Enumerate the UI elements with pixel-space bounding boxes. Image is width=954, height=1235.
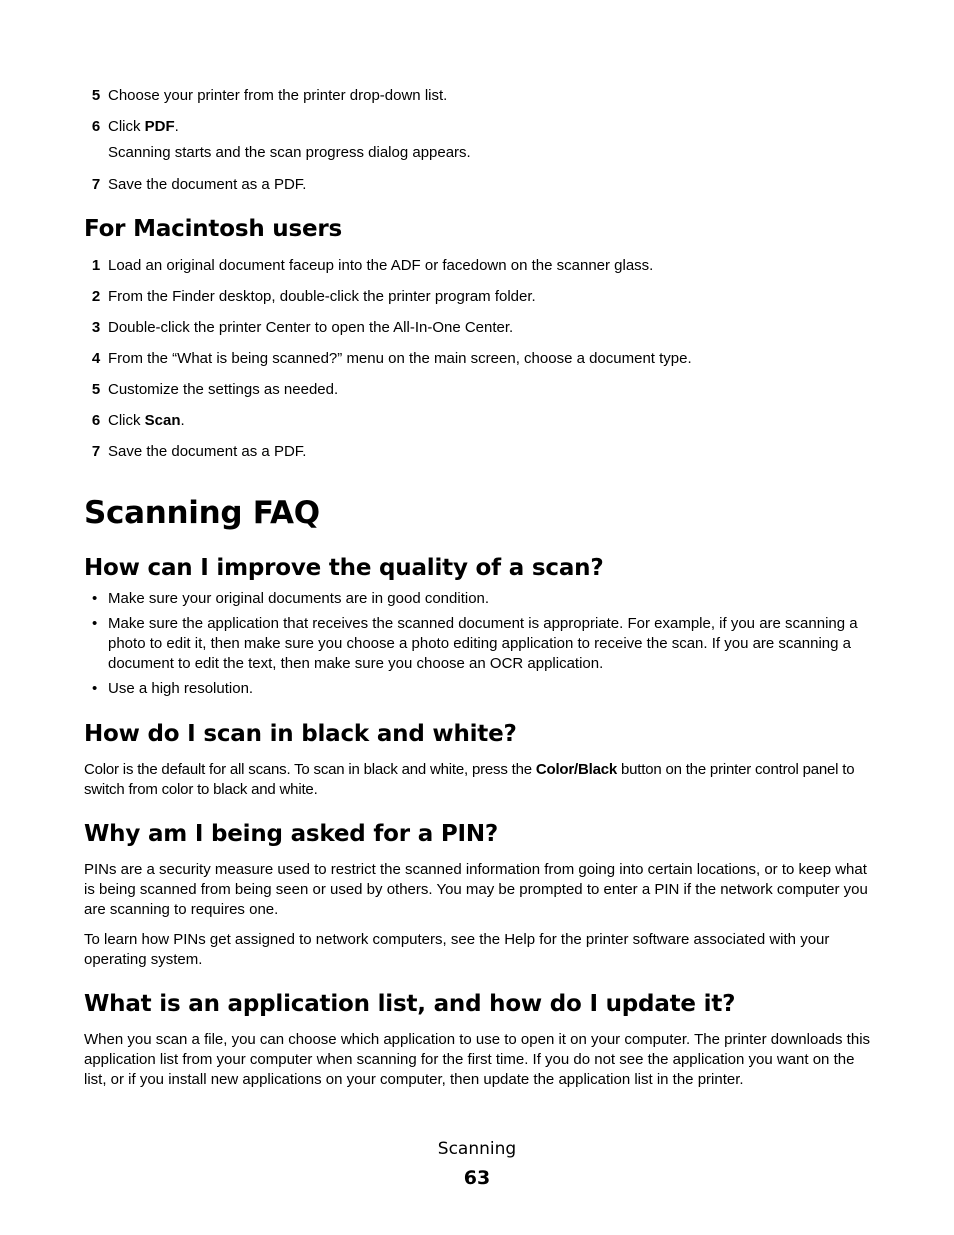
answer-text: Color is the default for all scans. To scan in black and white, press the [84, 761, 536, 778]
page-number: 63 [463, 1167, 491, 1189]
step-item [84, 442, 306, 462]
step-item [84, 86, 447, 106]
step-item [84, 256, 653, 276]
section-heading-mac: For Macintosh users [84, 216, 342, 242]
faq-heading-quality: How can I improve the quality of a scan? [84, 555, 604, 581]
faq-heading-pin: Why am I being asked for a PIN? [84, 821, 499, 847]
step-item [84, 287, 536, 307]
step-text-end: . [180, 412, 185, 429]
step-number: 5 [91, 381, 101, 398]
step-text: Choose your printer from the printer drop-down list. [108, 87, 448, 104]
step-item [84, 411, 185, 431]
step-text: Save the document as a PDF. [108, 443, 307, 460]
step-number: 5 [91, 87, 101, 104]
faq-answer-app-list: When you scan a file, you can choose which application to use to open it on your computer. The printer downloads this application list from your computer when scanning for the first time. If you do not see the application you want on the list, or if you install new applications on your computer, then update the application list in the printer. [84, 1031, 871, 1088]
step-text: Click [108, 412, 145, 429]
step-number: 7 [91, 443, 101, 460]
color-black-button-label: Color/Black [535, 761, 618, 778]
step-text: Click [108, 118, 145, 135]
step-number: 6 [91, 118, 101, 135]
step-number: 7 [91, 176, 101, 193]
step-note: Scanning starts and the scan progress dialog appears. [108, 144, 471, 161]
list-item [84, 614, 874, 674]
bullet-icon: • [92, 615, 98, 632]
step-text: Double-click the printer Center to open the All-In-One Center. [108, 319, 514, 336]
step-number: 4 [91, 350, 101, 367]
list-item [84, 589, 874, 609]
bullet-icon: • [92, 680, 98, 697]
answer-text-end: button on the printer control panel to switch from color to black and white. [84, 761, 855, 798]
step-bold-text: PDF [144, 118, 175, 135]
bullet-text: Use a high resolution. [108, 680, 254, 697]
step-number: 1 [91, 257, 101, 274]
step-number: 6 [91, 412, 101, 429]
bullet-icon: • [92, 590, 98, 607]
page-title: Scanning FAQ [84, 495, 320, 531]
step-item [84, 117, 179, 137]
step-item [84, 175, 306, 195]
step-text: Load an original document faceup into the ADF or facedown on the scanner glass. [108, 257, 654, 274]
bullet-text: Make sure the application that receives the scanned document is appropriate. For example, if you are scanning a photo to edit it, then make sure you choose a photo editing application to receive the scan. If you are scanning a document to edit the text, then make sure you choose an OCR application. [108, 615, 858, 672]
faq-heading-black-white: How do I scan in black and white? [84, 721, 517, 747]
step-text-end: . [174, 118, 179, 135]
step-text: From the “What is being scanned?” menu on the main screen, choose a document type. [108, 350, 692, 367]
list-item [84, 679, 874, 699]
step-text: Save the document as a PDF. [108, 176, 307, 193]
step-number: 2 [91, 288, 101, 305]
footer-section-name: Scanning [437, 1139, 517, 1159]
step-bold-text: Scan [144, 412, 181, 429]
faq-answer-pin-2: To learn how PINs get assigned to network computers, see the Help for the printer software associated with your operating system. [84, 931, 830, 968]
step-number: 3 [91, 319, 101, 336]
step-item [84, 318, 513, 338]
faq-answer-pin-1: PINs are a security measure used to restrict the scanned information from going into certain locations, or to keep what is being scanned from being seen or used by others. You may be prompted to enter a PIN if the network computer you are scanning to requires one. [84, 861, 868, 918]
step-text: Customize the settings as needed. [108, 381, 339, 398]
step-text: From the Finder desktop, double-click the printer program folder. [108, 288, 536, 305]
faq-heading-app-list: What is an application list, and how do I update it? [84, 991, 736, 1017]
faq-answer-black-white [84, 760, 874, 800]
step-item [84, 380, 338, 400]
bullet-text: Make sure your original documents are in good condition. [108, 590, 490, 607]
step-item [84, 349, 692, 369]
